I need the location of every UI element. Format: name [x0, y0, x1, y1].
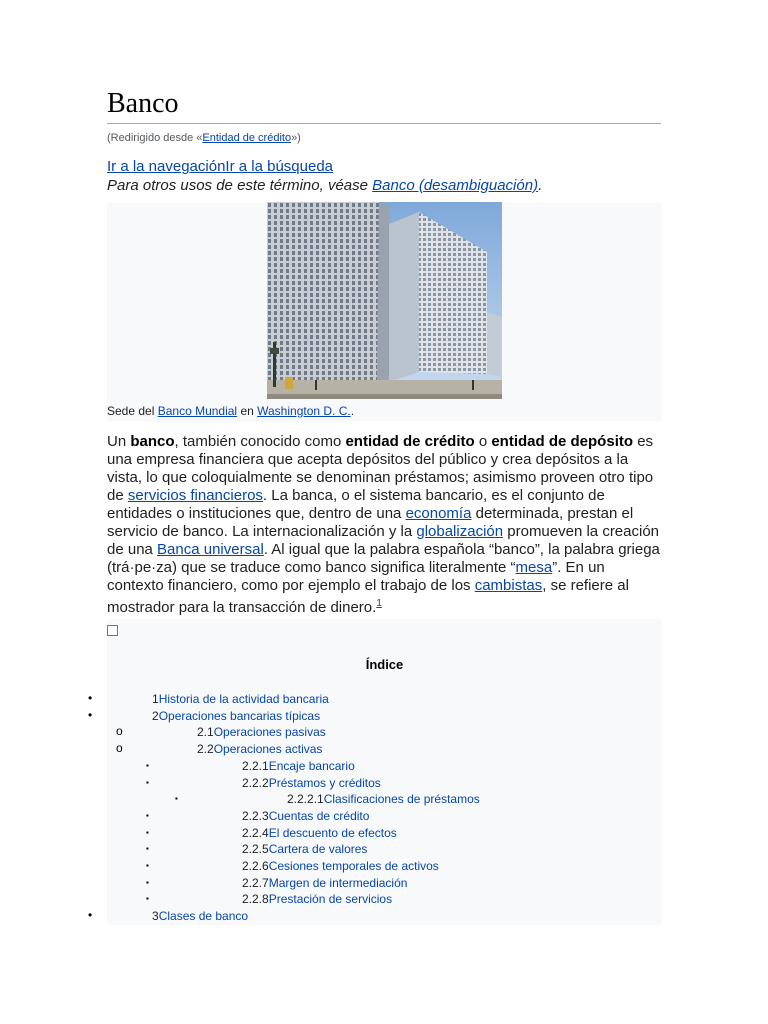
toc-bullet: • — [88, 908, 93, 923]
toc-entry-number: 2.2 — [197, 742, 214, 757]
intro-text: , se refiere al mostrador para la transacción de dinero. — [107, 577, 629, 616]
toc-bullet: ▪ — [146, 827, 149, 837]
link-globalizacion[interactable]: globalización — [416, 523, 504, 540]
toc-entry[interactable] — [242, 776, 381, 790]
toc-entry-label: Cartera de valores — [268, 842, 368, 857]
hatnote-suffix: . — [538, 177, 543, 194]
toc-bullet: ▪ — [146, 844, 149, 854]
toc-entry-number: 2.2.3 — [242, 808, 269, 823]
intro-text: . Al igual que la palabra española “banco”, la palabra griega (trá·pe·za) que se traduce como banco significa literalmente “ — [107, 541, 660, 576]
toc-entry[interactable] — [242, 892, 392, 906]
building-photo[interactable] — [267, 202, 502, 399]
hatnote-prefix: Para otros usos de este término, véase — [107, 177, 373, 194]
toc-bullet: o — [116, 741, 123, 756]
toc-entry[interactable] — [242, 759, 355, 773]
intro-text: promueven la creación de una — [107, 523, 660, 558]
toc-entry-number: 2.2.2 — [242, 775, 269, 790]
intro-bold-term: banco — [130, 433, 175, 450]
toc-bullet: ▪ — [146, 777, 149, 787]
intro-text: o — [474, 433, 492, 450]
toc-bullet: o — [116, 724, 123, 739]
toc-entry[interactable] — [242, 842, 367, 856]
link-economia[interactable]: economía — [405, 505, 472, 522]
jump-to-navigation-link[interactable]: Ir a la navegación — [107, 158, 226, 175]
toc-entry[interactable] — [242, 809, 369, 823]
toc-entry-label: Cuentas de crédito — [268, 808, 370, 823]
hatnote-disambiguation-link[interactable]: Banco (desambiguación) — [372, 177, 539, 194]
title-divider — [107, 123, 661, 124]
figure-box — [107, 202, 662, 422]
hatnote — [107, 177, 542, 194]
toc-bullet: ▪ — [146, 861, 149, 870]
intro-text: Un — [107, 433, 131, 450]
toc-entry-label: Clasificaciones de préstamos — [323, 792, 480, 807]
toc-toggle-checkbox[interactable] — [107, 625, 118, 636]
intro-text: determinada, prestan el servicio de banco. La internacionalización y la — [107, 505, 634, 540]
link-mesa[interactable]: mesa — [515, 559, 553, 576]
toc-entry[interactable] — [287, 792, 480, 806]
toc-entry-number: 2 — [152, 708, 159, 723]
toc-bullet: ▪ — [146, 894, 149, 904]
reference-link[interactable]: 1 — [376, 598, 382, 609]
toc-entry-label: Historia de la actividad bancaria — [158, 692, 329, 706]
caption-link-washington[interactable]: Washington D. C. — [257, 404, 351, 418]
toc-entry[interactable] — [197, 742, 322, 756]
link-servicios-financieros[interactable]: servicios financieros — [127, 487, 263, 504]
redirect-prefix: (Redirigido desde « — [107, 132, 203, 144]
toc-bullet: ▪ — [146, 877, 149, 887]
toc-entry[interactable] — [242, 859, 439, 873]
toc-entry-number: 2.2.7 — [242, 875, 269, 890]
toc-entry-label: Cesiones temporales de activos — [268, 859, 439, 873]
caption-prefix: Sede del — [107, 404, 158, 418]
toc-bullet: ▪ — [146, 810, 149, 820]
caption-middle: en — [237, 404, 258, 418]
figure-caption — [107, 404, 354, 418]
toc-entry-number: 2.2.6 — [242, 859, 269, 873]
toc-entry-number: 3 — [152, 909, 159, 924]
toc-bullet: • — [88, 707, 93, 722]
redirect-link[interactable]: Entidad de crédito — [202, 132, 292, 144]
toc-entry-label: Margen de intermediación — [268, 875, 408, 890]
intro-text: , también conocido como — [174, 433, 346, 450]
toc-entry-label: Clases de banco — [158, 909, 249, 924]
link-banca-universal[interactable]: Banca universal — [157, 541, 264, 558]
intro-text: ”. En un contexto financiero, como por ejemplo el trabajo de los — [107, 559, 605, 594]
toc-entry[interactable] — [152, 692, 329, 706]
toc-entry-label: Operaciones bancarias típicas — [158, 708, 321, 723]
toc-entry-label: Operaciones pasivas — [213, 725, 326, 740]
redirect-note — [107, 132, 301, 144]
toc-entry-number: 1 — [152, 692, 159, 706]
toc-entry-number: 2.2.4 — [242, 825, 269, 840]
toc-bullet: ▪ — [146, 760, 149, 770]
toc-bullet: • — [88, 691, 93, 705]
toc-entry-label: Operaciones activas — [213, 742, 323, 757]
toc-entry-number: 2.2.5 — [242, 842, 269, 857]
toc-entry-number: 2.2.2.1 — [287, 792, 324, 807]
caption-link-world-bank[interactable]: Banco Mundial — [157, 404, 238, 418]
link-cambistas[interactable]: cambistas — [474, 577, 543, 594]
toc-entry-number: 2.1 — [197, 725, 214, 740]
toc-bullet: ▪ — [175, 794, 178, 804]
intro-text: . La banca, o el sistema bancario, es el conjunto de entidades o instituciones que, dentro de una — [107, 487, 605, 522]
toc-entry[interactable] — [197, 725, 326, 739]
toc-entry-number: 2.2.1 — [242, 758, 269, 773]
toc-title: Índice — [365, 657, 404, 672]
toc-entry-label: El descuento de efectos — [268, 825, 397, 840]
page-title: Banco — [107, 88, 179, 119]
toc-entry-label: Prestación de servicios — [268, 892, 393, 907]
intro-text: es una empresa financiera que acepta depósitos del público y crea depósitos a la vista, lo que coloquialmente se denominan préstamos; asimismo proveen otro tipo de — [107, 433, 654, 504]
toc-entry[interactable] — [152, 909, 248, 923]
intro-bold-term: entidad de depósito — [491, 433, 634, 450]
intro-paragraph — [107, 433, 662, 617]
jump-to-search-link[interactable]: Ir a la búsqueda — [225, 158, 333, 175]
caption-suffix: . — [350, 404, 355, 418]
intro-bold-term: entidad de crédito — [345, 433, 475, 450]
jump-links — [107, 158, 333, 175]
toc-entry[interactable] — [152, 709, 320, 723]
redirect-suffix: ») — [291, 132, 301, 144]
toc-entry-label: Préstamos y créditos — [268, 775, 381, 790]
toc-entry[interactable] — [242, 826, 397, 840]
toc-entry[interactable] — [242, 876, 407, 890]
toc-entry-label: Encaje bancario — [268, 758, 355, 773]
toc-entry-number: 2.2.8 — [242, 892, 269, 907]
